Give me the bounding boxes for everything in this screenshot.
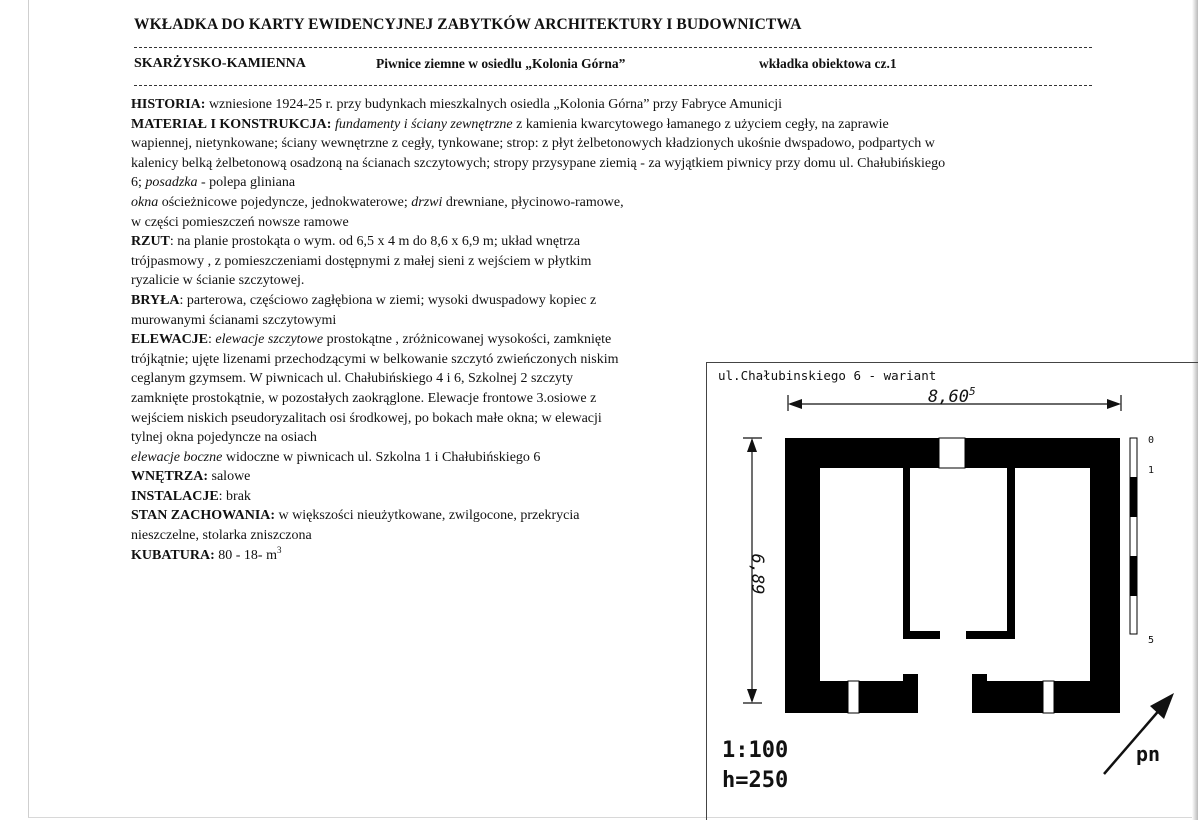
- north-label: pn: [1136, 742, 1161, 766]
- wnetrza-label: WNĘTRZA:: [131, 469, 209, 485]
- elewacje-line-2: trójkątnie; ujęte lizenami przechodzącymi w belkowanie szczytó zwieńczonych niskim: [131, 351, 619, 367]
- elewacje-line-4: zamknięte prostokątnie, w pozostałych zaokrąglone. Elewacje frontowe 3.osiowe z: [131, 390, 597, 406]
- elewacje-line-7: elewacje boczne widoczne w piwnicach ul. Szkolna 1 i Chałubińskiego 6: [131, 449, 541, 465]
- scale-bar-label-1: 1: [1148, 465, 1155, 476]
- bryla-line-2: murowanymi ścianami szczytowymi: [131, 312, 337, 328]
- plan-scale: 1:100: [722, 738, 789, 763]
- rzut-line-2: trójpasmowy , z pomieszczeniami dostępnymi z małej sieni z wejściem w płytkim: [131, 253, 592, 269]
- plan-openings: [848, 438, 1054, 713]
- stan-line-2: nieszczelne, stolarka zniszczona: [131, 528, 312, 544]
- plan-walls: [785, 438, 1120, 713]
- elewacje-line-5: wejściem niskich pseudoryzalitach osi środkowej, po bokach małe okna; w elewacji: [131, 410, 602, 426]
- depth-dimension-label: 6,89: [747, 553, 767, 595]
- object-name: Piwnice ziemne w osiedlu „Kolonia Górna”: [376, 56, 626, 71]
- stan-label: STAN ZACHOWANIA:: [131, 508, 276, 524]
- document-title: WKŁADKA DO KARTY EWIDENCYJNEJ ZABYTKÓW ARCHITEKTURY I BUDOWNICTWA: [134, 16, 802, 33]
- city-name: SKARŻYSKO-KAMIENNA: [134, 56, 306, 71]
- plan-title: ul.Chałubinskiego 6 - wariant: [718, 368, 937, 383]
- scale-bar-label-0: 0: [1148, 435, 1155, 446]
- scale-bar-label-5: 5: [1148, 635, 1155, 646]
- scale-bar: [1130, 438, 1137, 634]
- material-line-6: w części pomieszczeń nowsze ramowe: [131, 214, 349, 230]
- historia-line: HISTORIA: wzniesione 1924-25 r. przy budynkach mieszkalnych osiedla „Kolonia Górna” przy Fabryce Amunicji: [131, 97, 782, 112]
- historia-label: HISTORIA:: [131, 97, 206, 112]
- material-line-5: okna ościeżnicowe pojedyncze, jednokwaterowe; drzwi drewniane, płycinowo-ramowe,: [131, 194, 624, 210]
- instalacje-line: INSTALACJE: brak: [131, 488, 251, 504]
- material-line-1: MATERIAŁ I KONSTRUKCJA: fundamenty i ściany zewnętrzne z kamienia kwarcytowego łamanego z użyciem cegły, na zaprawie: [131, 116, 889, 132]
- kubatura-line: KUBATURA: 80 - 18- $m^3$: [131, 544, 282, 563]
- elewacje-line-6: tylnej okna pojedyncze na osiach: [131, 430, 317, 446]
- elewacje-line-3: ceglanym gzymsem. W piwnicach ul. Chałubińskiego 4 i 6, Szkolnej 2 szczyty: [131, 371, 573, 387]
- width-dimension-label: 8,60$^5$: [928, 385, 976, 407]
- insert-label: wkładka obiektowa cz.1: [759, 56, 897, 71]
- divider-top: [134, 47, 1092, 48]
- rzut-line-1: RZUT: na planie prostokąta o wym. od 6,5 x 4 m do 8,6 x 6,9 m; układ wnętrza: [131, 234, 581, 250]
- elewacje-label: ELEWACJE: [131, 332, 209, 348]
- material-line-4: 6; posadzka - polepa gliniana: [131, 175, 296, 191]
- plan-height: h=250: [722, 768, 789, 793]
- bryla-line-1: BRYŁA: parterowa, częściowo zagłębiona w ziemi; wysoki dwuspadowy kopiec z: [131, 292, 597, 308]
- material-line-2: wapiennej, nietynkowane; ściany wewnętrzne z cegły, tynkowane; strop: z płyt żelbetonowych kładzionych ukośnie dwspadowo, podpartych w: [131, 136, 935, 152]
- rzut-line-3: ryzalicie w ścianie szczytowej.: [131, 273, 305, 289]
- material-label: MATERIAŁ I KONSTRUKCJA:: [131, 116, 332, 132]
- kubatura-label: KUBATURA:: [131, 547, 215, 563]
- instalacje-label: INSTALACJE: [131, 488, 219, 504]
- divider-bottom: [134, 85, 1092, 86]
- rzut-label: RZUT: [131, 234, 170, 250]
- wnetrza-line: WNĘTRZA: salowe: [131, 469, 251, 485]
- bryla-label: BRYŁA: [131, 292, 180, 308]
- stan-line-1: STAN ZACHOWANIA: w większości nieużytkowane, zwilgocone, przekrycia: [131, 508, 580, 524]
- elewacje-line-1: ELEWACJE: elewacje szczytowe prostokątne , zróżnicowanej wysokości, zamknięte: [131, 332, 612, 348]
- material-line-3: kalenicy belką żelbetonową osadzoną na ścianach szczytowych; stropy przysypane ziemią - za wyjątkiem piwnicy przy domu ul. Chałubińskiego: [131, 155, 946, 171]
